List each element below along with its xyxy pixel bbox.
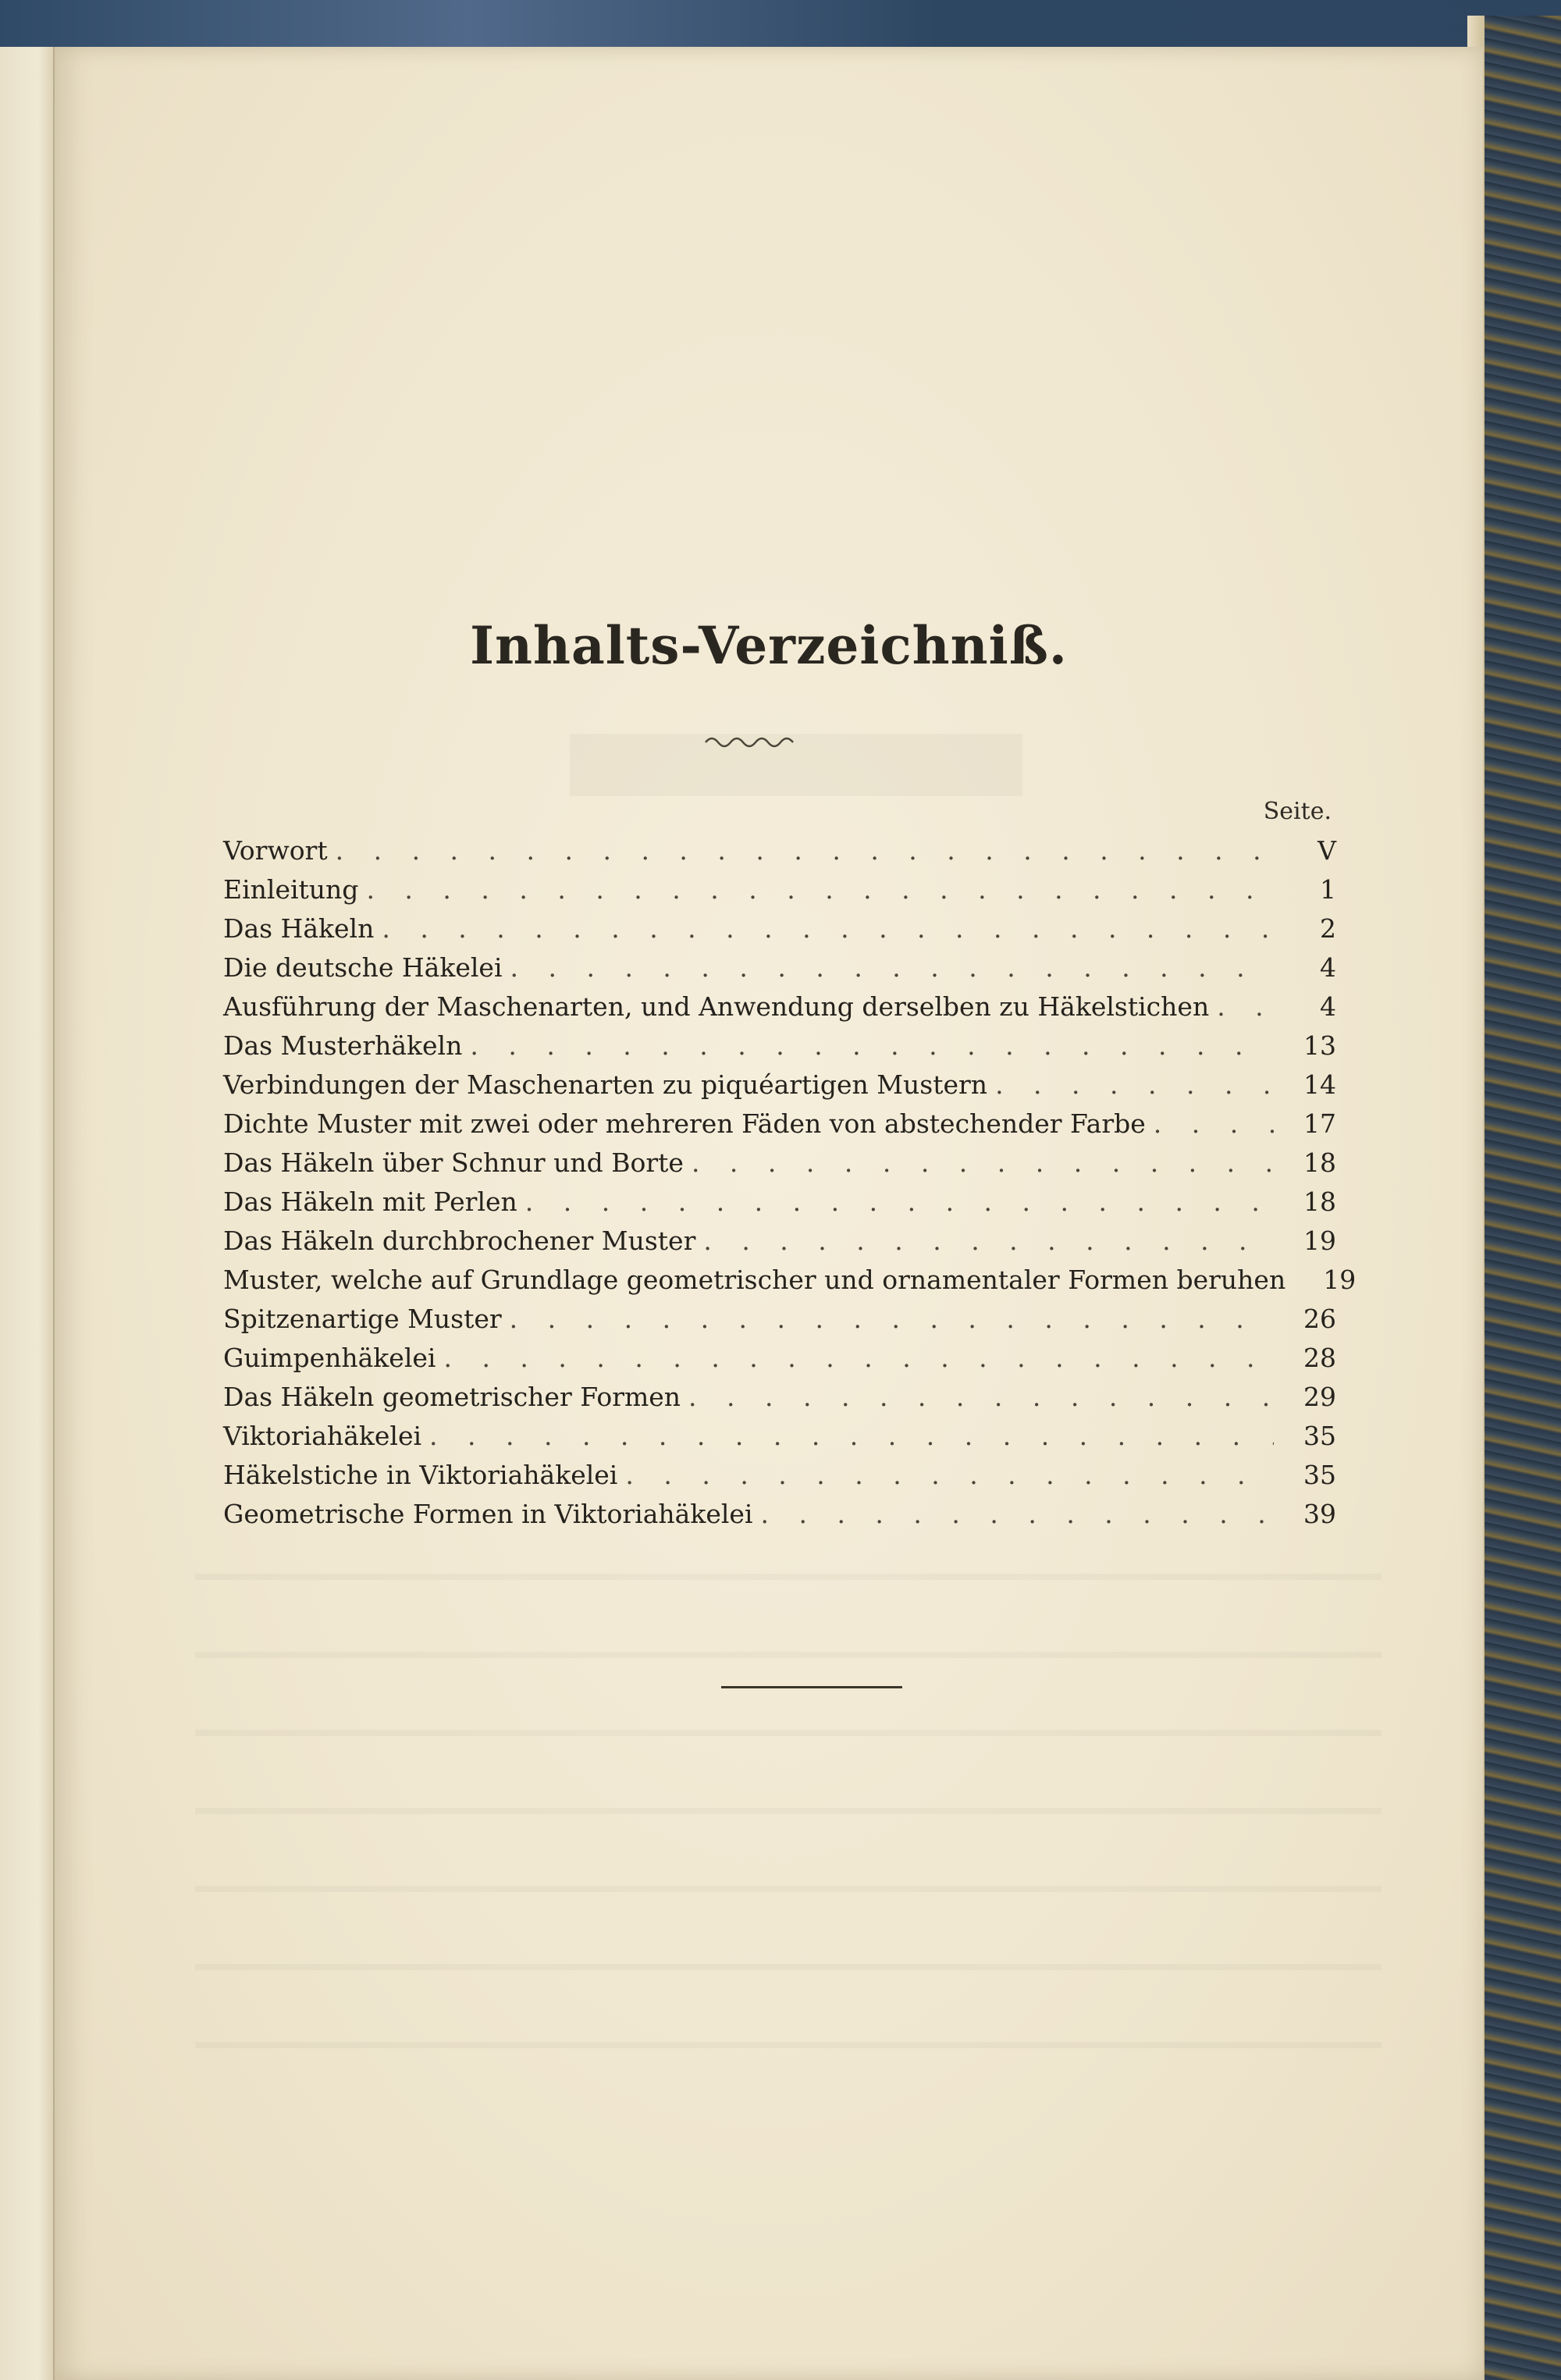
page-column-header: Seite.: [1263, 798, 1332, 825]
toc-entry-page: 26: [1303, 1304, 1336, 1334]
toc-entry: [223, 1108, 1336, 1147]
toc-leader-dots: [429, 1421, 1274, 1451]
toc-leader-dots: [703, 1226, 1274, 1256]
toc-entry-title: Die deutsche Häkelei: [223, 952, 503, 983]
toc-entry-page: V: [1317, 835, 1336, 866]
toc-leader-dots: [510, 952, 1274, 983]
page-title: Inhalts-Verzeichniß.: [470, 615, 1068, 676]
toc-entry-title: Vorwort: [223, 835, 328, 866]
toc-entry-page: 35: [1303, 1421, 1336, 1451]
closing-rule: [721, 1686, 902, 1688]
toc-leader-dots: [382, 913, 1274, 944]
table-of-contents: [223, 835, 1357, 1538]
toc-entry-title: Ausführung der Maschenarten, und Anwendung derselben zu Häkelstichen: [223, 991, 1210, 1022]
toc-entry-page: 28: [1303, 1343, 1336, 1373]
toc-entry-page: 35: [1303, 1460, 1336, 1490]
toc-entry-page: 17: [1303, 1108, 1336, 1139]
toc-leader-dots: [995, 1069, 1274, 1100]
toc-entry-page: 19: [1323, 1265, 1357, 1295]
toc-leader-dots: [688, 1382, 1274, 1412]
toc-entry-page: 4: [1320, 991, 1336, 1022]
toc-leader-dots: [1217, 991, 1274, 1022]
toc-entry-page: 18: [1303, 1147, 1336, 1178]
toc-leader-dots: [1154, 1108, 1274, 1139]
toc-entry: [223, 1421, 1336, 1460]
facing-page-edge: [0, 47, 55, 2380]
toc-entry-title: Das Häkeln geometrischer Formen: [223, 1382, 681, 1412]
toc-entry: [223, 1265, 1357, 1304]
toc-entry-title: Das Häkeln mit Perlen: [223, 1186, 517, 1217]
toc-entry: [223, 913, 1336, 952]
toc-entry: [223, 991, 1336, 1030]
toc-leader-dots: [366, 874, 1274, 905]
toc-entry: [223, 1030, 1336, 1069]
toc-leader-dots: [336, 835, 1274, 866]
toc-entry-page: 1: [1320, 874, 1336, 905]
toc-entry-title: Das Häkeln über Schnur und Borte: [223, 1147, 684, 1178]
toc-entry: [223, 1343, 1336, 1382]
toc-entry-page: 18: [1303, 1186, 1336, 1217]
toc-entry: [223, 1226, 1336, 1265]
toc-entry-title: Verbindungen der Maschenarten zu piquéartigen Mustern: [223, 1069, 988, 1100]
toc-entry-title: Geometrische Formen in Viktoriahäkelei: [223, 1499, 753, 1529]
toc-entry: [223, 1069, 1336, 1108]
toc-leader-dots: [760, 1499, 1274, 1529]
toc-entry-page: 14: [1303, 1069, 1336, 1100]
toc-entry: [223, 1382, 1336, 1421]
toc-entry: [223, 1147, 1336, 1186]
toc-entry-page: 19: [1303, 1226, 1336, 1256]
title-ornament: [704, 732, 798, 752]
toc-entry-title: Spitzenartige Muster: [223, 1304, 502, 1334]
toc-leader-dots: [470, 1030, 1274, 1061]
toc-entry-title: Muster, welche auf Grundlage geometrischer und ornamentaler Formen beruhen: [223, 1265, 1286, 1295]
toc-entry: [223, 835, 1336, 874]
toc-entry-title: Guimpenhäkelei: [223, 1343, 436, 1373]
toc-entry: [223, 1460, 1336, 1499]
toc-leader-dots: [525, 1186, 1274, 1217]
toc-entry-page: 29: [1303, 1382, 1336, 1412]
bleed-through-text: [195, 1546, 1381, 2108]
toc-leader-dots: [510, 1304, 1274, 1334]
toc-entry: [223, 1186, 1336, 1226]
toc-leader-dots: [443, 1343, 1274, 1373]
toc-entry-title: Viktoriahäkelei: [223, 1421, 422, 1451]
toc-entry-title: Das Häkeln: [223, 913, 375, 944]
toc-entry-title: Dichte Muster mit zwei oder mehreren Fäden von abstechender Farbe: [223, 1108, 1146, 1139]
toc-entry-page: 39: [1303, 1499, 1336, 1529]
toc-leader-dots: [692, 1147, 1274, 1178]
toc-entry-title: Häkelstiche in Viktoriahäkelei: [223, 1460, 618, 1490]
toc-entry: [223, 1499, 1336, 1538]
toc-entry-title: Einleitung: [223, 874, 359, 905]
toc-entry: [223, 874, 1336, 913]
toc-entry-page: 2: [1320, 913, 1336, 944]
toc-entry-page: 4: [1320, 952, 1336, 983]
toc-entry-title: Das Musterhäkeln: [223, 1030, 463, 1061]
toc-leader-dots: [625, 1460, 1274, 1490]
toc-entry-page: 13: [1303, 1030, 1336, 1061]
toc-entry: [223, 952, 1336, 991]
page-sheet: [55, 47, 1483, 2380]
toc-entry-title: Das Häkeln durchbrochener Muster: [223, 1226, 696, 1256]
toc-entry: [223, 1304, 1336, 1343]
